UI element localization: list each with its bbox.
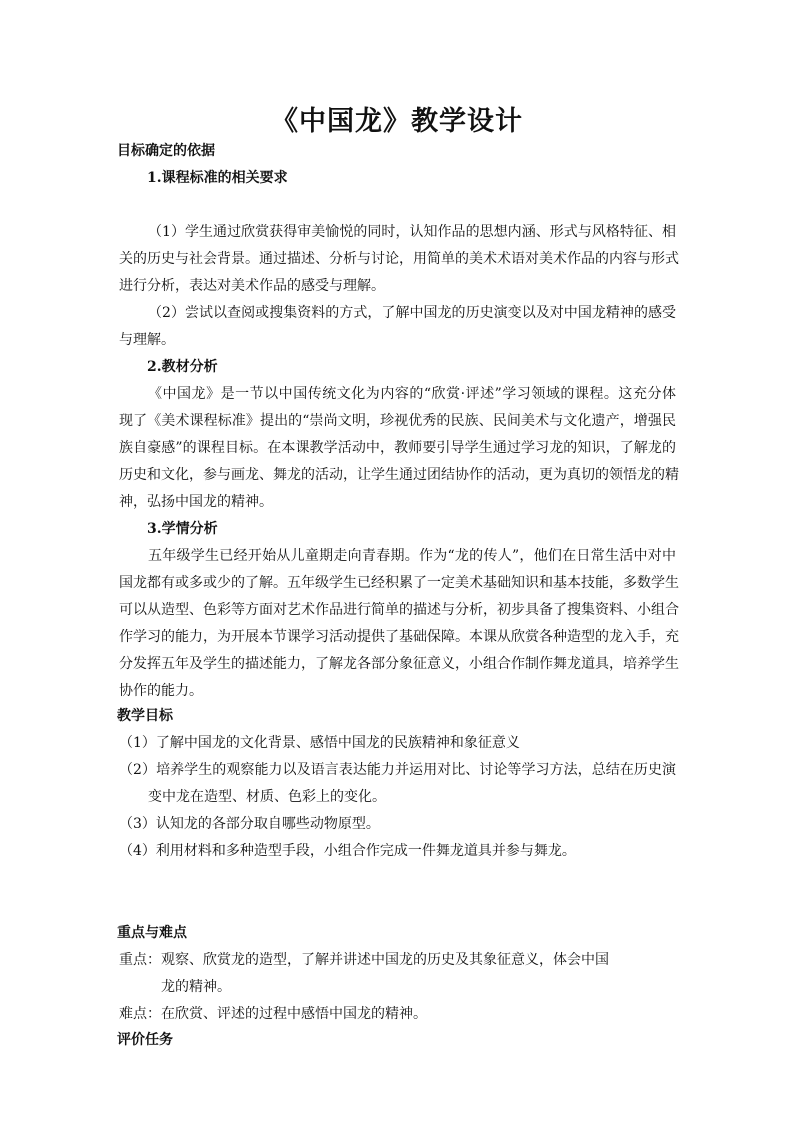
key-point-line: 龙的精神。 bbox=[161, 979, 231, 995]
learner-line: 协作的能力。 bbox=[119, 683, 203, 699]
key-point-line: 重点：观察、欣赏龙的造型，了解并讲述中国龙的历史及其象征意义，体会中国 bbox=[119, 952, 609, 968]
curriculum-p1-line: 关的历史与社会背景。通过描述、分析与讨论，用简单的美术术语对美术作品的内容与形式 bbox=[119, 251, 679, 267]
learner-line: 可以从造型、色彩等方面对艺术作品进行简单的描述与分析，初步具备了搜集资料、小组合 bbox=[119, 602, 679, 618]
section-heading-key-points: 重点与难点 bbox=[117, 925, 187, 941]
subheading-curriculum: 1.课程标准的相关要求 bbox=[147, 170, 288, 186]
document-title: 《中国龙》教学设计 bbox=[271, 106, 523, 137]
objective-item-2-line: 变中龙在造型、材质、色彩上的变化。 bbox=[148, 789, 386, 805]
curriculum-p1-line: （1）学生通过欣赏获得审美愉悦的同时，认知作品的思想内涵、形式与风格特征、相 bbox=[148, 224, 676, 240]
learner-line: 国龙都有或多或少的了解。五年级学生已经积累了一定美术基础知识和基本技能，多数学生 bbox=[119, 575, 679, 591]
textbook-line: 族自豪感”的课程目标。在本课教学活动中，教师要引导学生通过学习龙的知识，了解龙的 bbox=[119, 440, 676, 456]
section-heading-objectives: 教学目标 bbox=[117, 708, 173, 724]
section-heading-assessment: 评价任务 bbox=[117, 1032, 173, 1048]
objective-item-1: （1）了解中国龙的文化背景、感悟中国龙的民族精神和象征意义 bbox=[119, 735, 520, 751]
learner-line: 五年级学生已经开始从儿童期走向青春期。作为“龙的传人”，他们在日常生活中对中 bbox=[148, 548, 676, 564]
subheading-learner: 3.学情分析 bbox=[147, 521, 218, 537]
textbook-line: 神，弘扬中国龙的精神。 bbox=[119, 494, 273, 510]
difficulty-line: 难点：在欣赏、评述的过程中感悟中国龙的精神。 bbox=[119, 1006, 427, 1022]
textbook-line: 现了《美术课程标准》提出的“崇尚文明，珍视优秀的民族、民间美术与文化遗产，增强民 bbox=[119, 413, 676, 429]
curriculum-p2-line: （2）尝试以查阅或搜集资料的方式，了解中国龙的历史演变以及对中国龙精神的感受 bbox=[148, 305, 676, 321]
objective-item-2-line: （2）培养学生的观察能力以及语言表达能力并运用对比、讨论等学习方法，总结在历史演 bbox=[119, 762, 676, 778]
textbook-line: 历史和文化，参与画龙、舞龙的活动，让学生通过团结协作的活动，更为真切的领悟龙的精 bbox=[119, 467, 679, 483]
subheading-textbook: 2.教材分析 bbox=[147, 359, 218, 375]
curriculum-p2-line: 与理解。 bbox=[119, 332, 175, 348]
learner-line: 作学习的能力，为开展本节课学习活动提供了基础保障。本课从欣赏各种造型的龙入手，充 bbox=[119, 629, 679, 645]
section-heading-basis: 目标确定的依据 bbox=[117, 143, 215, 159]
learner-line: 分发挥五年及学生的描述能力，了解龙各部分象征意义，小组合作制作舞龙道具，培养学生 bbox=[119, 656, 679, 672]
textbook-line: 《中国龙》是一节以中国传统文化为内容的“欣赏·评述”学习领域的课程。这充分体 bbox=[148, 386, 676, 402]
objective-item-3: （3）认知龙的各部分取自哪些动物原型。 bbox=[119, 816, 380, 832]
curriculum-p1-line: 进行分析，表达对美术作品的感受与理解。 bbox=[119, 278, 385, 294]
objective-item-4: （4）利用材料和多种造型手段，小组合作完成一件舞龙道具并参与舞龙。 bbox=[119, 843, 576, 859]
